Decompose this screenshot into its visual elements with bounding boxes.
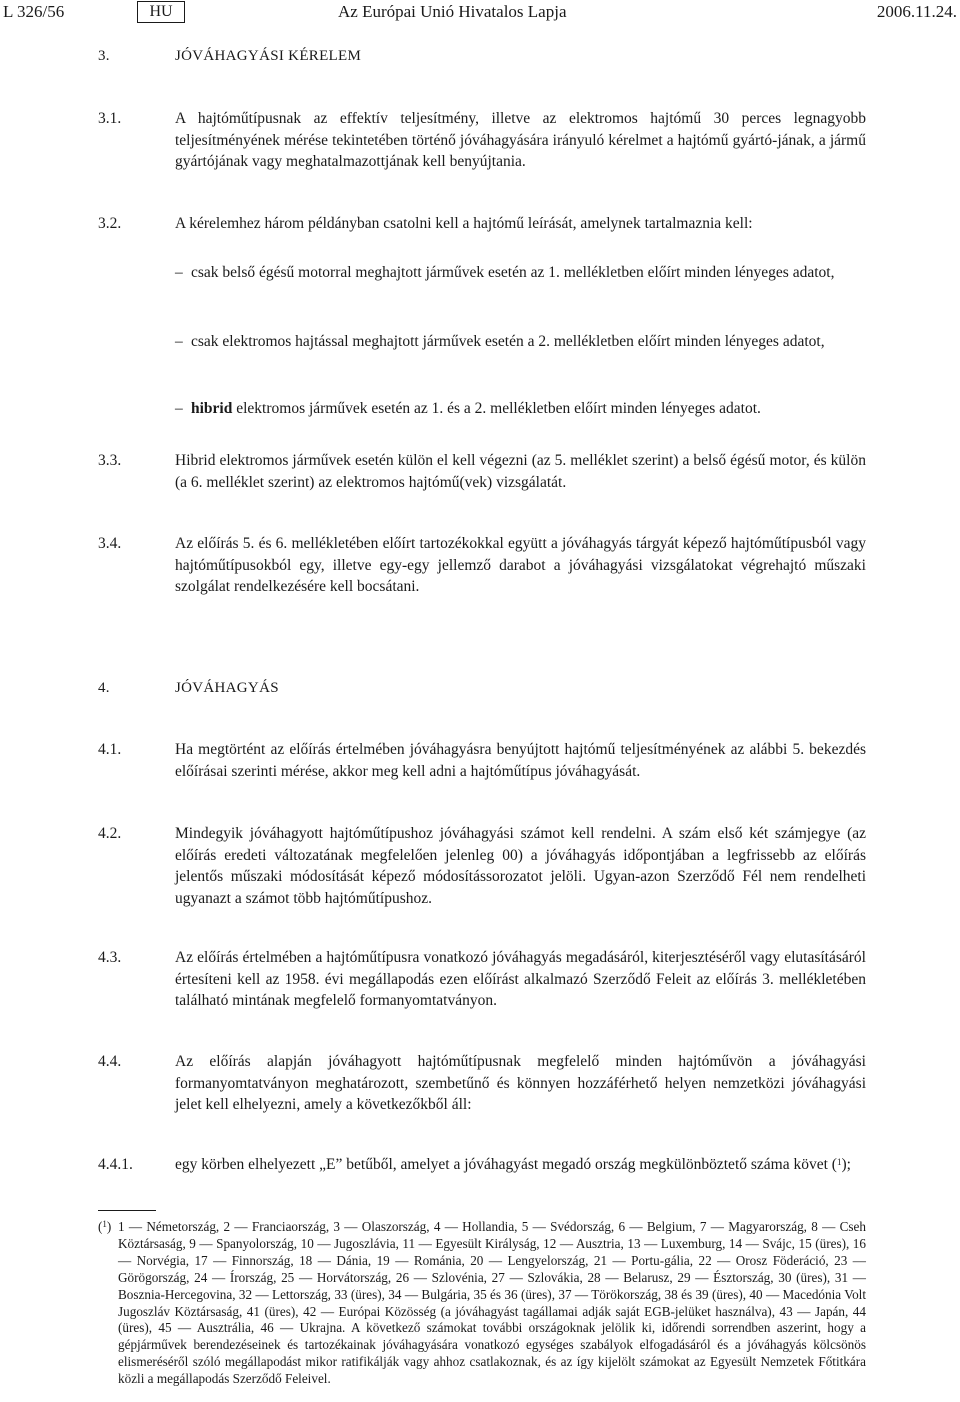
dash-marker: – bbox=[175, 333, 183, 350]
list-item bbox=[175, 331, 866, 353]
bold-term: hibrid bbox=[191, 400, 233, 417]
paragraph-text-main: egy körben elhelyezett „E” betűből, amelyet a jóváhagyást megadó ország megkülönböztető száma követ ( bbox=[175, 1156, 837, 1173]
paragraph-text: A hajtóműtípusnak az effektív teljesítmény, illetve az elektromos hajtómű 30 perces legnagyobb teljesítményének mérése tekintetében történő jóváhagyására irányuló kérelmet a hajtómű gyártó-jának, a jármű gyártójának vagy meghatalmazottjának kell benyújtania. bbox=[175, 110, 866, 171]
paragraph-number: 4.3. bbox=[98, 949, 122, 966]
paragraph-4-2 bbox=[98, 823, 866, 909]
section-number: 4. bbox=[98, 680, 110, 696]
dash-marker: – bbox=[175, 400, 183, 417]
paragraph-4-4-1 bbox=[98, 1154, 866, 1176]
language-badge: HU bbox=[137, 1, 185, 23]
footnote bbox=[98, 1219, 866, 1388]
paragraph-4-1 bbox=[98, 739, 866, 782]
list-item-text: csak belső égésű motorral meghajtott járművek esetén az 1. mellékletben előírt minden lényeges adatot, bbox=[191, 264, 835, 281]
list-item-text: csak elektromos hajtással meghajtott járművek esetén a 2. mellékletben előírt minden lényeges adatot, bbox=[191, 333, 825, 350]
paragraph-text: A kérelemhez három példányban csatolni kell a hajtómű leírását, amelynek tartalmaznia kell: bbox=[175, 215, 753, 232]
section-title: JÓVÁHAGYÁSI KÉRELEM bbox=[175, 48, 362, 64]
paragraph-number: 3.3. bbox=[98, 452, 122, 469]
footnote-separator bbox=[98, 1210, 156, 1211]
paragraph-text: Hibrid elektromos járművek esetén külön el kell végezni (az 5. melléklet szerint) a belső égésű motor, és külön (a 6. melléklet szerint) az elektromos hajtómű(vek) vizsgálatát. bbox=[175, 452, 866, 491]
section-heading-3 bbox=[98, 48, 362, 65]
footnote-reference[interactable]: 1 bbox=[836, 1157, 842, 1167]
page-reference: L 326/56 bbox=[3, 2, 65, 21]
publication-date: 2006.11.24. bbox=[876, 2, 957, 21]
journal-title: Az Európai Unió Hivatalos Lapja bbox=[338, 2, 567, 21]
paragraph-4-4 bbox=[98, 1051, 866, 1116]
section-number: 3. bbox=[98, 48, 110, 64]
list-item-rest: elektromos járművek esetén az 1. és a 2. mellékletben előírt minden lényeges adatot. bbox=[232, 400, 761, 417]
paragraph-number: 3.1. bbox=[98, 110, 122, 127]
paragraph-number: 4.4. bbox=[98, 1053, 122, 1070]
paragraph-text: Az előírás értelmében a hajtóműtípusra vonatkozó jóváhagyás megadásáról, kiterjesztéséről vagy elutasításáról értesíteni kell az 1958. évi megállapodás ezen előírást alkalmazó Szerződő Feleit az előírás 3. mellékletében található mintának megfelelő formanyomtatványon. bbox=[175, 949, 866, 1010]
section-heading-4 bbox=[98, 680, 279, 697]
dash-marker: – bbox=[175, 264, 183, 281]
paragraph-3-4 bbox=[98, 533, 866, 598]
list-item bbox=[175, 262, 866, 284]
paragraph-text: Ha megtörtént az előírás értelmében jóváhagyásra benyújtott hajtómű teljesítményének az alábbi 5. bekezdés előírásai szerinti mérése, akkor meg kell adni a hajtóműtípus jóváhagyását. bbox=[175, 741, 866, 780]
list-item bbox=[175, 398, 866, 420]
paragraph-number: 3.4. bbox=[98, 535, 122, 552]
paragraph-number: 4.4.1. bbox=[98, 1156, 133, 1173]
paragraph-text: Az előírás 5. és 6. mellékletében előírt tartozékokkal együtt a jóváhagyás tárgyát képező hajtóműtípusból vagy hajtóműtípusokból egy, illetve egy-egy jellemző darabot a jóváhagyási vizsgálatokat végrehajtó műszaki szolgálat rendelkezésére kell bocsátani. bbox=[175, 535, 866, 596]
paragraph-text-tail: ); bbox=[841, 1156, 851, 1173]
paragraph-text: Az előírás alapján jóváhagyott hajtóműtípusnak megfelelő minden hajtóművön a jóváhagyási formanyomtatványon meghatározott, szembetűnő és könnyen hozzáférhető helyen nemzetközi jóváhagyási jelet kell elhelyezni, amely a következőkből áll: bbox=[175, 1053, 866, 1114]
section-title: JÓVÁHAGYÁS bbox=[175, 680, 279, 696]
paragraph-3-2 bbox=[98, 213, 866, 235]
paragraph-3-1 bbox=[98, 108, 866, 173]
list-item-text bbox=[191, 398, 866, 420]
footnote-marker: ($^1$) bbox=[98, 1219, 112, 1234]
paragraph-text: Mindegyik jóváhagyott hajtóműtípushoz jóváhagyási számot kell rendelni. A szám első két számjegye (az előírás eredeti változatának megfelelően jelenleg 00) a jóváhagyás időpontjában a legfrissebb az előírás jelentős műszaki módosítását képező módosítássorozatot jelöli. Ugyan-azon Szerződő Fél nem rendelheti ugyanazt a számot több hajtóműtípushoz. bbox=[175, 825, 866, 907]
paragraph-number: 3.2. bbox=[98, 215, 122, 232]
paragraph-3-3 bbox=[98, 450, 866, 493]
page-header bbox=[3, 2, 957, 24]
paragraph-text bbox=[175, 1154, 866, 1176]
paragraph-4-3 bbox=[98, 947, 866, 1012]
footnote-text: 1 — Németország, 2 — Franciaország, 3 — Olaszország, 4 — Hollandia, 5 — Svédország, 6 — Belgium, 7 — Magyarország, 8 — Cseh Köztársaság, 9 — Spanyolország, 10 — Jugoszlávia, 11 — Egyesült Királyság, 12 — Ausztria, 13 — Luxemburg, 14 — Svájc, 15 (üres), 16 — Norvégia, 17 — Finnország, 18 — Dánia, 19 — Románia, 20 — Lengyelország, 21 — Portu-gália, 22 — Orosz Föderáció, 23 — Görögország, 24 — Írország, 25 — Horvátország, 26 — Szlovénia, 27 — Szlovákia, 28 — Belarusz, 29 — Észtország, 30 (üres), 31 — Bosznia-Hercegovina, 32 — Lettország, 33 (üres), 34 — Bulgária, 35 és 36 (üres), 37 — Törökország, 38 és 39 (üres), 40 — Macedónia Volt Jugoszláv Köztársaság, 41 (üres), 42 — Európai Közösség (a jóváhagyást tagállamai adják saját EGB-jelüket használva), 43 — Japán, 44 (üres), 45 — Ausztrália, 46 — Ukrajna. A következő számokat további országoknak jelölik ki, időrendi sorrendben aszerint, hogy a gépjárművek berendezéseinek és tartozékainak jóváhagyására vonatkozó egységes szabályok elfogadásáról és a jóváhagyás kölcsönös elismeréséről szóló megállapodást mikor ratifikálják vagy ahhoz csatlakoznak, és az így kijelölt számokat az Egyesült Nemzetek Főtitkára közli a megállapodás Szerződő Feleivel. bbox=[118, 1219, 866, 1387]
paragraph-number: 4.1. bbox=[98, 741, 122, 758]
paragraph-number: 4.2. bbox=[98, 825, 122, 842]
